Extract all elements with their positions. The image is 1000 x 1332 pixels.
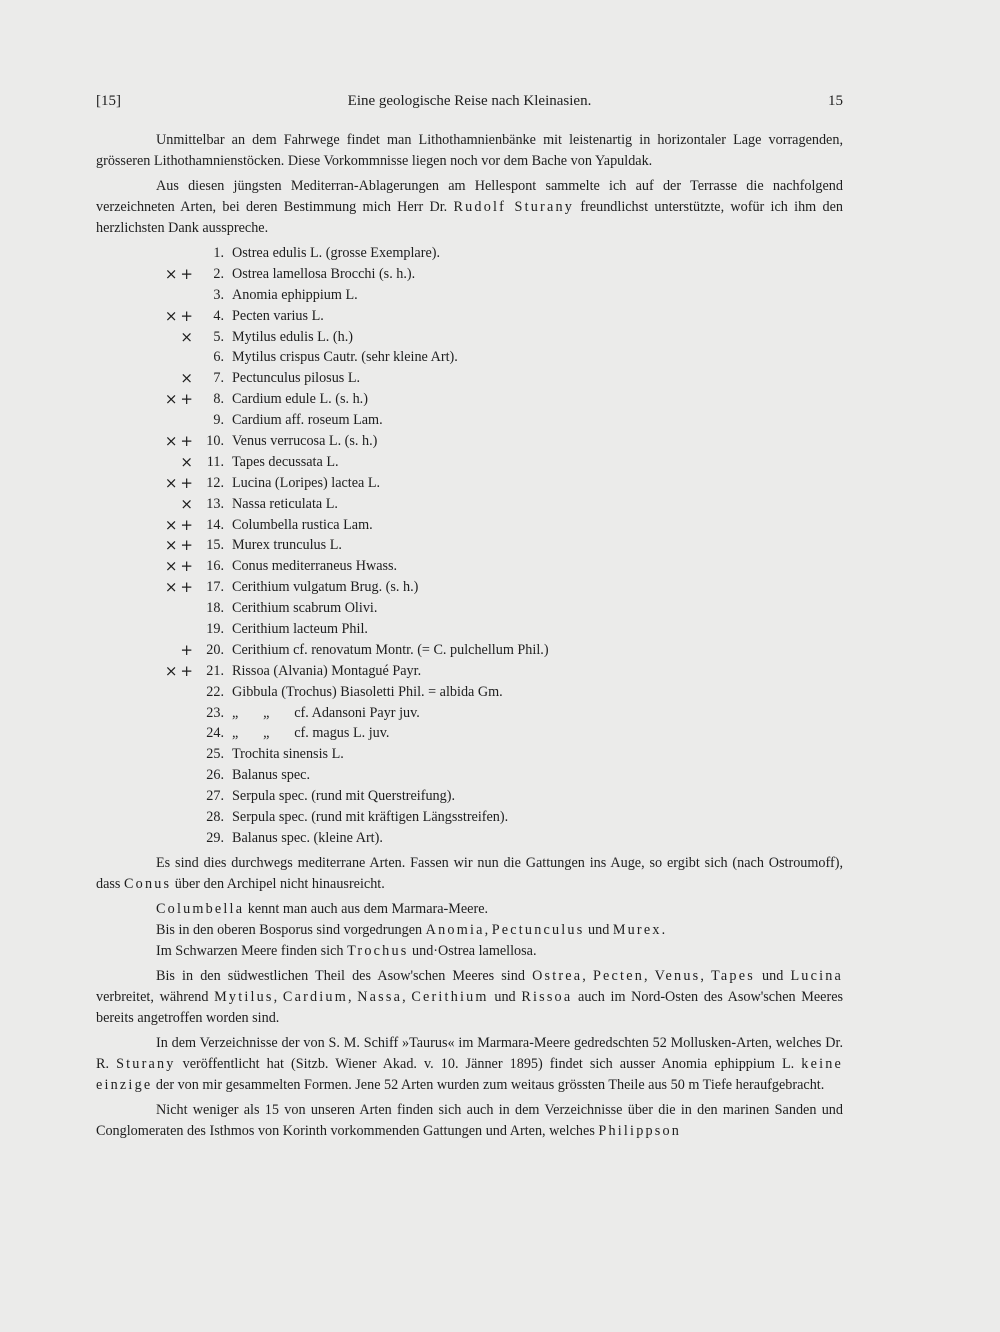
- species-item: [96, 264, 843, 285]
- genus-name: Pecten: [592, 967, 644, 984]
- species-name: Tapes decussata L.: [232, 453, 339, 470]
- species-number: 22.: [206, 683, 224, 700]
- species-number: 29.: [206, 829, 224, 846]
- genus-name: Lucina: [790, 967, 844, 984]
- species-number: 28.: [206, 809, 224, 826]
- occurrence-marks: ×: [180, 369, 196, 388]
- species-name: Balanus spec. (kleine Art).: [232, 829, 383, 846]
- text: und: [584, 921, 613, 938]
- text: ,: [347, 988, 358, 1005]
- species-name: Pecten varius L.: [232, 307, 324, 324]
- species-item: [96, 556, 843, 577]
- species-item: [96, 368, 843, 389]
- species-name: Serpula spec. (rund mit Querstreifung).: [232, 788, 455, 805]
- text: veröffentlicht hat (Sitzb. Wiener Akad. v. 10. Jänner 1895) findet sich ausser Anomia ephippium L.: [175, 1055, 802, 1072]
- text-body: [96, 130, 843, 1142]
- species-item: [96, 723, 843, 744]
- running-title: Eine geologische Reise nach Kleinasien.: [347, 93, 592, 109]
- species-item: [96, 786, 843, 807]
- text: .: [661, 921, 666, 938]
- species-name: Cerithium scabrum Olivi.: [232, 600, 378, 617]
- species-number: 8.: [213, 391, 224, 408]
- person-name: Philippson: [598, 1122, 682, 1139]
- species-number: 21.: [206, 662, 224, 679]
- running-header: [96, 93, 843, 115]
- species-item: [96, 828, 843, 849]
- occurrence-marks: ×+: [164, 536, 196, 555]
- note-black-sea: [96, 941, 843, 962]
- genus-name: Mytilus: [214, 988, 274, 1005]
- species-item: [96, 473, 843, 494]
- species-number: 7.: [213, 370, 224, 387]
- species-item: [96, 431, 843, 452]
- species-item: [96, 452, 843, 473]
- occurrence-marks: ×+: [164, 578, 196, 597]
- species-name: Ostrea lamellosa Brocchi (s. h.).: [232, 265, 416, 282]
- page-number: 15: [828, 93, 843, 109]
- species-name: „ „ cf. magus L. juv.: [232, 725, 390, 742]
- species-number: 23.: [206, 704, 224, 721]
- species-item: [96, 535, 843, 556]
- species-name: Balanus spec.: [232, 767, 311, 784]
- genus-name: Murex: [612, 921, 662, 938]
- text: In dem Verzeichnisse der von S. M. Schiff »Taurus« im Marmara-Meere gedredschten 52 Mollusken-Arten, welches Dr. R.: [96, 1034, 843, 1072]
- species-item: [96, 744, 843, 765]
- species-name: Pectunculus pilosus L.: [232, 370, 361, 387]
- text: ,: [700, 967, 712, 984]
- text: ,: [402, 988, 412, 1005]
- species-name: Cardium aff. roseum Lam.: [232, 412, 383, 429]
- species-number: 4.: [213, 307, 224, 324]
- species-name: Conus mediterraneus Hwass.: [232, 558, 398, 575]
- species-number: 27.: [206, 788, 224, 805]
- text: kennt man auch aus dem Marmara-Meere.: [244, 900, 489, 917]
- paragraph-mediterranean: [96, 853, 843, 895]
- text: ,: [273, 988, 283, 1005]
- text: ,: [644, 967, 655, 984]
- genus-name: Anomia: [425, 921, 485, 938]
- folio-left: [15]: [96, 93, 121, 109]
- text: Bis in den südwestlichen Theil des Asow'schen Meeres sind: [156, 967, 533, 984]
- occurrence-marks: ×+: [164, 661, 196, 680]
- species-number: 13.: [206, 495, 224, 512]
- occurrence-marks: +: [180, 640, 196, 659]
- text: verbreitet, während: [96, 988, 215, 1005]
- person-name: Rudolf Sturany: [453, 199, 575, 215]
- text: Bis in den oberen Bosporus sind vorgedrungen: [156, 921, 426, 938]
- occurrence-marks: ×+: [164, 264, 196, 283]
- species-list: [96, 243, 843, 849]
- species-name: Mytilus crispus Cautr. (sehr kleine Art).: [232, 349, 458, 366]
- species-item: [96, 661, 843, 682]
- species-item: [96, 306, 843, 327]
- species-name: Nassa reticulata L.: [232, 495, 338, 512]
- occurrence-marks: ×+: [164, 432, 196, 451]
- paragraph-lithothamnien: Unmittelbar an dem Fahrwege findet man Lithothamnienbänke mit leistenartig in horizontaler Lage vorragenden, grösseren Lithothamnienstöcken. Diese Vorkommnisse liegen noch vor dem Bache von Yapuldak.: [96, 132, 843, 169]
- species-number: 18.: [206, 600, 224, 617]
- species-item: [96, 577, 843, 598]
- species-name: „ „ cf. Adansoni Payr juv.: [232, 704, 420, 721]
- occurrence-marks: ×+: [164, 390, 196, 409]
- text: Es sind dies durchwegs mediterrane Arten. Fassen wir nun die Gattungen ins Auge, so ergibt sich (nach Ostroumoff), dass: [96, 854, 843, 892]
- species-name: Mytilus edulis L. (h.): [232, 328, 353, 345]
- text: Im Schwarzen Meere finden sich: [156, 942, 348, 959]
- genus-name: Columbella: [156, 900, 245, 917]
- species-number: 25.: [206, 746, 224, 763]
- species-name: Trochita sinensis L.: [232, 746, 344, 763]
- text: freundlichst unterstützte, wofür ich ihm den herzlichsten Dank ausspreche.: [96, 199, 843, 236]
- occurrence-marks: ×: [180, 452, 196, 471]
- text: und·Ostrea lamellosa.: [408, 942, 537, 959]
- species-number: 10.: [206, 433, 224, 450]
- species-item: [96, 640, 843, 661]
- species-item: [96, 765, 843, 786]
- species-item: [96, 619, 843, 640]
- species-item: [96, 410, 843, 431]
- species-number: 11.: [206, 453, 224, 470]
- text: auch im Nord-Osten des Asow'schen Meeres bereits angetroffen worden sind.: [96, 988, 844, 1026]
- species-name: Venus verrucosa L. (s. h.): [232, 433, 378, 450]
- occurrence-marks: ×+: [164, 306, 196, 325]
- species-number: 16.: [206, 558, 224, 575]
- species-name: Serpula spec. (rund mit kräftigen Längsstreifen).: [232, 809, 509, 826]
- species-name: Cerithium vulgatum Brug. (s. h.): [232, 579, 419, 596]
- occurrence-marks: ×: [180, 494, 196, 513]
- occurrence-marks: ×+: [164, 557, 196, 576]
- species-name: Ostrea edulis L. (grosse Exemplare).: [232, 245, 441, 261]
- species-name: Lucina (Loripes) lactea L.: [232, 474, 381, 491]
- species-number: 9.: [213, 412, 224, 429]
- species-number: 6.: [213, 349, 224, 366]
- species-number: 14.: [206, 516, 224, 533]
- paragraph-taurus: [96, 1033, 843, 1096]
- text: Aus diesen jüngsten Mediterran-Ablagerungen am Hellespont sammelte ich auf der Terrasse die nachfolgend verzeichneten Arten, bei deren Bestimmung mich Herr Dr.: [96, 178, 843, 215]
- text: ,: [484, 921, 492, 938]
- genus-name: Trochus: [347, 942, 409, 959]
- species-item: [96, 515, 843, 536]
- genus-name: Cerithium: [411, 988, 489, 1005]
- paragraph-asow: [96, 966, 843, 1029]
- text: Nicht weniger als 15 von unseren Arten finden sich auch in dem Verzeichnisse über die in den marinen Sanden und Conglomeraten des Isthmos von Korinth vorkommenden Gattungen und Arten, welches: [96, 1101, 843, 1139]
- note-columbella: [96, 899, 843, 920]
- note-bosporus: [96, 920, 843, 941]
- species-item: [96, 598, 843, 619]
- species-item: [96, 389, 843, 410]
- species-number: 1.: [213, 245, 224, 261]
- genus-name: Conus: [123, 875, 172, 892]
- text: der von mir gesammelten Formen. Jene 52 Arten wurden zum weitaus grössten Theile aus 50 m Tiefe heraufgebracht.: [152, 1076, 825, 1093]
- species-item: [96, 243, 843, 264]
- species-name: Cerithium cf. renovatum Montr. (= C. pulchellum Phil.): [232, 641, 549, 658]
- species-name: Anomia ephippium L.: [232, 286, 358, 303]
- species-name: Columbella rustica Lam.: [232, 516, 373, 533]
- species-item: [96, 703, 843, 724]
- species-number: 5.: [213, 328, 224, 345]
- occurrence-marks: ×+: [164, 515, 196, 534]
- species-number: 20.: [206, 641, 224, 658]
- genus-name: Pectunculus: [491, 921, 585, 938]
- occurrence-marks: ×+: [164, 473, 196, 492]
- species-name: Gibbula (Trochus) Biasoletti Phil. = albida Gm.: [232, 683, 503, 700]
- species-number: 12.: [206, 474, 224, 491]
- species-number: 26.: [206, 767, 224, 784]
- species-item: [96, 807, 843, 828]
- text: und: [488, 988, 522, 1005]
- emphasis: keine einzige: [96, 1055, 844, 1093]
- occurrence-marks: ×: [180, 327, 196, 346]
- species-item: [96, 347, 843, 368]
- species-item: [96, 285, 843, 306]
- paragraph-korinth: [96, 1100, 843, 1142]
- paragraph-collection: [96, 176, 843, 239]
- species-number: 2.: [213, 265, 224, 282]
- person-name: Sturany: [116, 1055, 176, 1072]
- species-number: 24.: [206, 725, 224, 742]
- genus-name: Venus: [654, 967, 701, 984]
- species-name: Cerithium lacteum Phil.: [232, 621, 368, 638]
- species-number: 3.: [213, 286, 224, 303]
- species-number: 19.: [206, 621, 224, 638]
- species-name: Murex trunculus L.: [232, 537, 342, 554]
- species-name: Rissoa (Alvania) Montagué Payr.: [232, 662, 422, 679]
- genus-name: Tapes: [711, 967, 755, 984]
- species-item: [96, 494, 843, 515]
- genus-name: Cardium: [282, 988, 348, 1005]
- species-item: [96, 682, 843, 703]
- text: und: [754, 967, 791, 984]
- species-number: 15.: [206, 537, 224, 554]
- text: über den Archipel nicht hinausreicht.: [171, 875, 385, 892]
- species-name: Cardium edule L. (s. h.): [232, 391, 368, 408]
- genus-name: Ostrea: [532, 967, 583, 984]
- genus-name: Rissoa: [521, 988, 573, 1005]
- text: ,: [582, 967, 593, 984]
- species-item: [96, 327, 843, 348]
- genus-name: Nassa: [357, 988, 403, 1005]
- species-number: 17.: [206, 579, 224, 596]
